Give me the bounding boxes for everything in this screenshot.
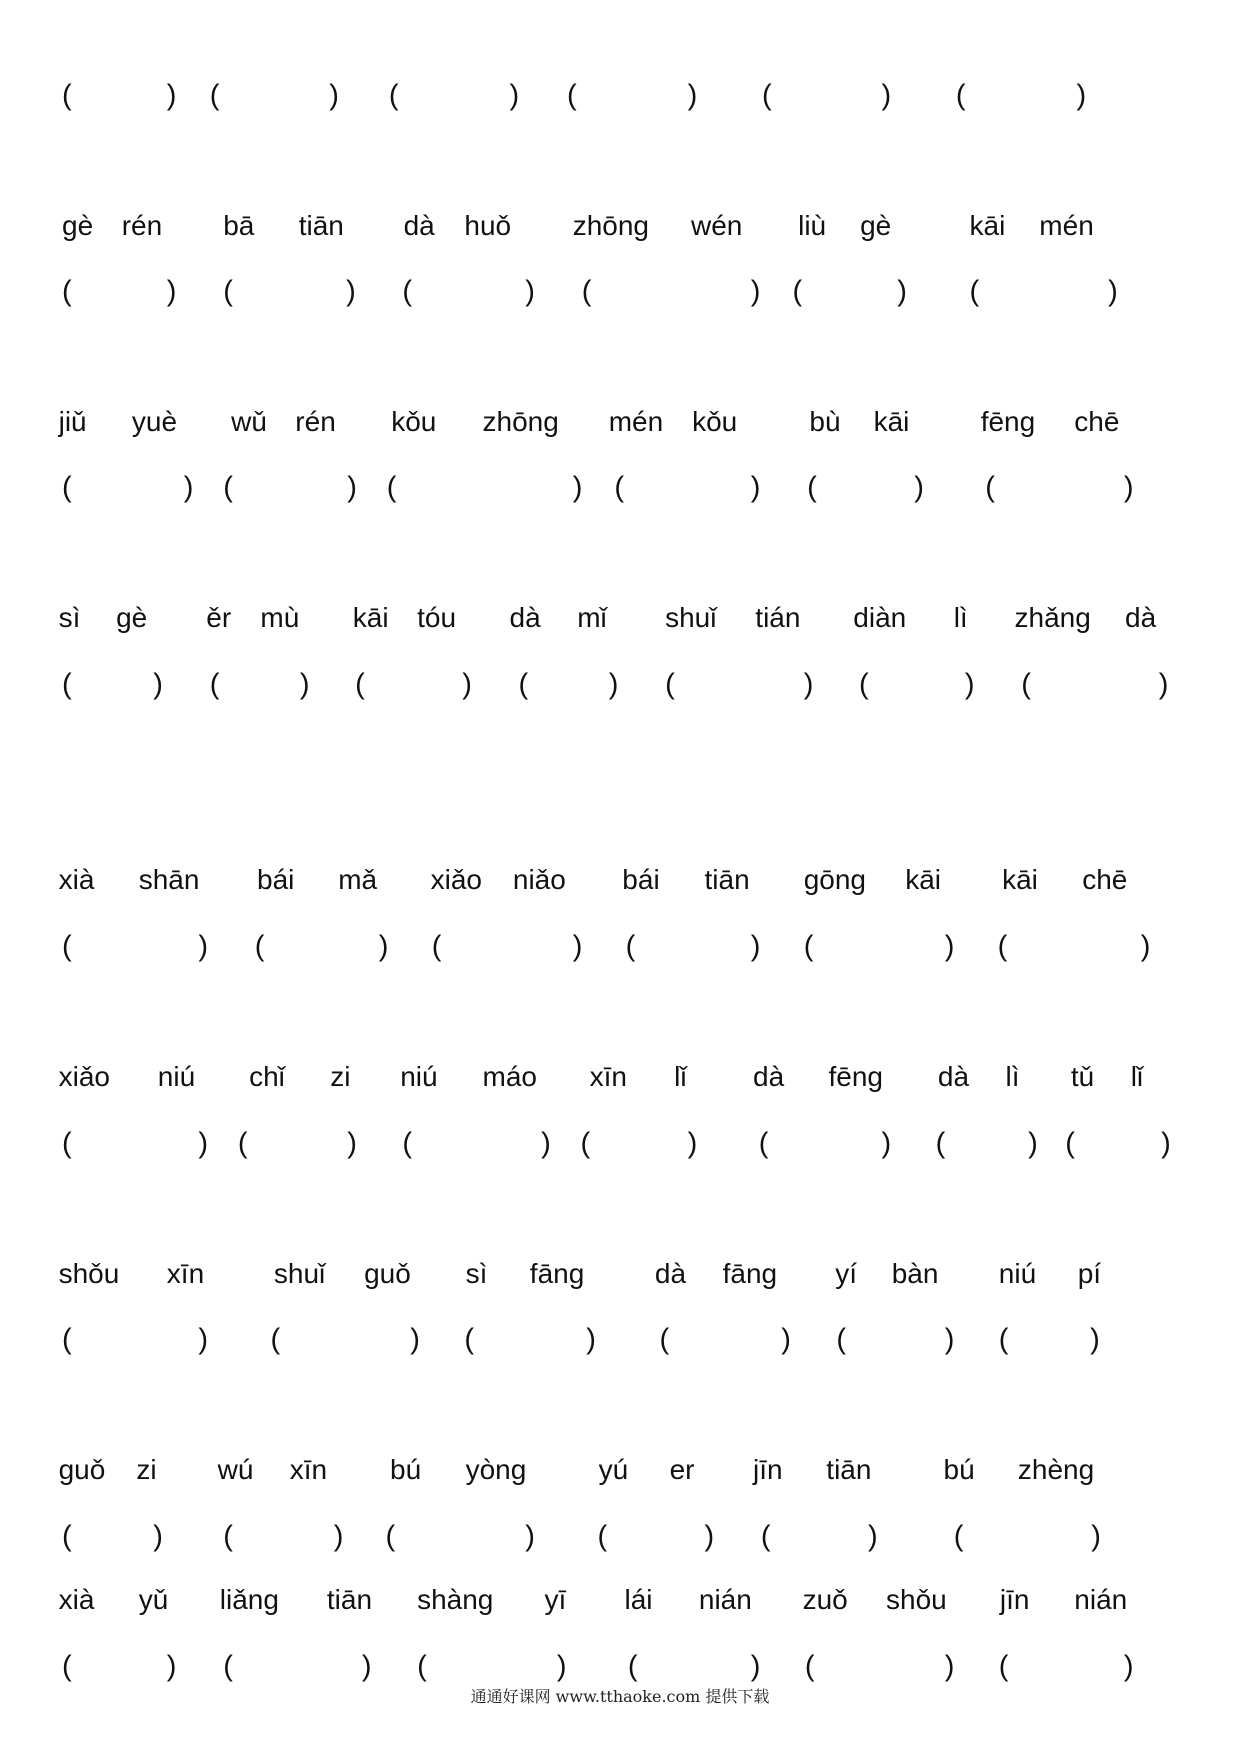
pinyin-syllable: lǐ xyxy=(674,1060,687,1092)
pinyin-syllable: dà xyxy=(937,1060,970,1092)
close-paren: ) xyxy=(347,1127,357,1160)
pinyin-syllable: mù xyxy=(260,601,300,633)
pinyin-syllable: shuǐ xyxy=(665,601,717,633)
pinyin-syllable: lì xyxy=(1005,1060,1020,1092)
close-paren: ) xyxy=(944,930,955,963)
pinyin-syllable: jīn xyxy=(753,1454,783,1485)
pinyin-syllable: zi xyxy=(330,1060,351,1092)
pinyin-syllable: gè xyxy=(116,601,148,633)
open-paren: ( xyxy=(62,1323,72,1356)
close-paren: ) xyxy=(347,471,357,504)
pinyin-syllable: sì xyxy=(58,601,81,633)
close-paren: ) xyxy=(198,1127,209,1160)
open-paren: ( xyxy=(62,1520,72,1552)
close-paren: ) xyxy=(803,668,814,701)
open-paren: ( xyxy=(985,471,995,504)
close-paren: ) xyxy=(329,79,339,112)
close-paren: ) xyxy=(750,930,761,963)
pinyin-syllable: yí xyxy=(835,1257,858,1289)
pinyin-syllable: jiǔ xyxy=(58,405,87,437)
close-paren: ) xyxy=(198,1323,209,1356)
open-paren: ( xyxy=(758,1127,769,1160)
pinyin-syllable: tiān xyxy=(298,209,344,241)
footer-credit: 通通好课网 www.tthaoke.com 提供下载 xyxy=(470,1686,770,1706)
pinyin-syllable: niú xyxy=(998,1257,1037,1289)
open-paren: ( xyxy=(969,275,980,308)
pinyin-syllable: zi xyxy=(136,1454,157,1485)
pinyin-syllable: jīn xyxy=(999,1583,1030,1615)
pinyin-syllable: niǎo xyxy=(512,864,566,896)
close-paren: ) xyxy=(944,1650,955,1683)
open-paren: ( xyxy=(998,1650,1009,1683)
open-paren: ( xyxy=(417,1650,427,1683)
pinyin-syllable: mǎ xyxy=(338,864,378,896)
open-paren: ( xyxy=(62,79,72,112)
pinyin-syllable: dà xyxy=(753,1060,785,1092)
pinyin-syllable: wǔ xyxy=(231,405,267,437)
open-paren: ( xyxy=(223,471,233,504)
pinyin-syllable: diàn xyxy=(853,601,907,633)
close-paren: ) xyxy=(166,275,177,308)
pinyin-syllable: niú xyxy=(157,1060,196,1092)
pinyin-syllable: shān xyxy=(138,864,200,896)
pinyin-syllable: tǔ xyxy=(1070,1060,1095,1092)
pinyin-syllable: dà xyxy=(509,601,541,633)
pinyin-syllable: shàng xyxy=(417,1583,494,1615)
open-paren: ( xyxy=(62,668,72,701)
open-paren: ( xyxy=(614,471,625,504)
open-paren: ( xyxy=(567,79,577,112)
close-paren: ) xyxy=(166,1650,177,1683)
close-paren: ) xyxy=(704,1520,715,1552)
close-paren: ) xyxy=(525,1520,535,1552)
open-paren: ( xyxy=(254,930,265,963)
pinyin-syllable: guǒ xyxy=(58,1454,106,1485)
close-paren: ) xyxy=(881,1127,892,1160)
close-paren: ) xyxy=(914,471,924,504)
close-paren: ) xyxy=(410,1323,420,1356)
close-paren: ) xyxy=(1076,79,1087,112)
pinyin-syllable: xiǎo xyxy=(58,1060,110,1092)
close-paren: ) xyxy=(1028,1127,1038,1160)
pinyin-syllable: shǒu xyxy=(58,1257,120,1289)
pinyin-syllable: chē xyxy=(1082,864,1128,896)
close-paren: ) xyxy=(525,275,535,308)
pinyin-syllable: rén xyxy=(121,209,163,241)
close-paren: ) xyxy=(1108,275,1118,308)
open-paren: ( xyxy=(270,1323,281,1356)
open-paren: ( xyxy=(62,1127,72,1160)
close-paren: ) xyxy=(944,1323,955,1356)
pinyin-syllable: gè xyxy=(62,209,94,241)
pinyin-syllable: liǎng xyxy=(219,1583,279,1615)
pinyin-syllable: fāng xyxy=(722,1257,778,1289)
pinyin-syllable: shuǐ xyxy=(273,1257,326,1289)
open-paren: ( xyxy=(385,1520,396,1552)
close-paren: ) xyxy=(608,668,619,701)
close-paren: ) xyxy=(572,471,583,504)
pinyin-syllable: tiān xyxy=(704,864,750,896)
pinyin-syllable: sì xyxy=(465,1257,488,1289)
close-paren: ) xyxy=(1123,1650,1134,1683)
pinyin-syllable: tián xyxy=(755,601,801,633)
pinyin-syllable: xīn xyxy=(589,1060,627,1092)
pinyin-syllable: tiān xyxy=(326,1583,373,1615)
pinyin-syllable: yòng xyxy=(465,1454,527,1485)
open-paren: ( xyxy=(760,1520,771,1552)
close-paren: ) xyxy=(198,930,209,963)
close-paren: ) xyxy=(509,79,520,112)
close-paren: ) xyxy=(750,471,761,504)
open-paren: ( xyxy=(62,275,72,308)
pinyin-syllable: dà xyxy=(1125,601,1157,633)
pinyin-syllable: liù xyxy=(798,209,827,241)
open-paren: ( xyxy=(62,1650,72,1683)
pinyin-syllable: nián xyxy=(1074,1583,1128,1615)
pinyin-syllable: zhōng xyxy=(572,209,649,241)
close-paren: ) xyxy=(1091,1520,1101,1552)
pinyin-syllable: bàn xyxy=(891,1257,939,1289)
open-paren: ( xyxy=(402,275,413,308)
pinyin-syllable: kǒu xyxy=(391,405,437,437)
close-paren: ) xyxy=(586,1323,596,1356)
close-paren: ) xyxy=(687,1127,698,1160)
pinyin-syllable: bú xyxy=(390,1454,422,1485)
pinyin-syllable: er xyxy=(669,1454,695,1485)
pinyin-syllable: nián xyxy=(698,1583,752,1615)
pinyin-syllable: kāi xyxy=(1002,864,1038,896)
pinyin-syllable: mén xyxy=(1039,209,1094,241)
open-paren: ( xyxy=(836,1323,847,1356)
open-paren: ( xyxy=(762,79,772,112)
open-paren: ( xyxy=(997,930,1008,963)
pinyin-syllable: guǒ xyxy=(364,1257,411,1289)
pinyin-syllable: wú xyxy=(217,1454,254,1485)
pinyin-syllable: kāi xyxy=(873,405,910,437)
pinyin-syllable: yī xyxy=(544,1583,567,1615)
open-paren: ( xyxy=(859,668,869,701)
pinyin-syllable: kāi xyxy=(352,601,389,633)
close-paren: ) xyxy=(897,275,907,308)
pinyin-syllable: ěr xyxy=(206,601,232,633)
open-paren: ( xyxy=(792,275,803,308)
pinyin-syllable: yǔ xyxy=(138,1583,169,1615)
pinyin-syllable: xiǎo xyxy=(430,864,482,896)
pinyin-syllable: chǐ xyxy=(249,1060,285,1092)
open-paren: ( xyxy=(807,471,817,504)
open-paren: ( xyxy=(355,668,365,701)
open-paren: ( xyxy=(1021,668,1031,701)
pinyin-syllable: gōng xyxy=(803,864,866,896)
close-paren: ) xyxy=(868,1520,878,1552)
pinyin-syllable: fēng xyxy=(980,405,1036,437)
pinyin-syllable: shǒu xyxy=(886,1583,947,1615)
open-paren: ( xyxy=(209,79,220,112)
open-paren: ( xyxy=(237,1127,248,1160)
pinyin-syllable: bái xyxy=(622,864,660,896)
open-paren: ( xyxy=(581,275,592,308)
open-paren: ( xyxy=(625,930,636,963)
open-paren: ( xyxy=(386,471,397,504)
pinyin-syllable: xià xyxy=(58,864,95,896)
open-paren: ( xyxy=(402,1127,413,1160)
open-paren: ( xyxy=(597,1520,608,1552)
pinyin-syllable: huǒ xyxy=(464,209,512,241)
open-paren: ( xyxy=(431,930,442,963)
pinyin-syllable: lái xyxy=(624,1583,653,1615)
pinyin-syllable: niú xyxy=(400,1060,438,1092)
open-paren: ( xyxy=(209,668,220,701)
pinyin-syllable: rén xyxy=(295,405,336,437)
pinyin-syllable: máo xyxy=(482,1060,537,1092)
pinyin-syllable: pí xyxy=(1077,1257,1102,1289)
close-paren: ) xyxy=(881,79,892,112)
pinyin-syllable: kǒu xyxy=(692,405,738,437)
pinyin-syllable: xià xyxy=(58,1583,95,1615)
pinyin-syllable: xīn xyxy=(166,1257,205,1289)
close-paren: ) xyxy=(1161,1127,1171,1160)
pinyin-syllable: bù xyxy=(809,405,841,437)
open-paren: ( xyxy=(223,1520,233,1552)
open-paren: ( xyxy=(627,1650,638,1683)
open-paren: ( xyxy=(464,1323,475,1356)
open-paren: ( xyxy=(388,79,399,112)
pinyin-syllable: xīn xyxy=(289,1454,328,1485)
pinyin-syllable: yú xyxy=(598,1454,629,1485)
close-paren: ) xyxy=(361,1650,372,1683)
close-paren: ) xyxy=(781,1323,791,1356)
close-paren: ) xyxy=(964,668,975,701)
open-paren: ( xyxy=(62,930,72,963)
pinyin-syllable: kāi xyxy=(969,209,1006,241)
open-paren: ( xyxy=(953,1520,964,1552)
pinyin-syllable: lì xyxy=(953,601,968,633)
pinyin-syllable: bái xyxy=(257,864,295,896)
pinyin-syllable: bú xyxy=(943,1454,975,1485)
open-paren: ( xyxy=(935,1127,946,1160)
pinyin-syllable: zhèng xyxy=(1017,1454,1095,1485)
close-paren: ) xyxy=(333,1520,344,1552)
pinyin-syllable: yuè xyxy=(131,405,178,437)
open-paren: ( xyxy=(1065,1127,1075,1160)
pinyin-syllable: mén xyxy=(608,405,664,437)
open-paren: ( xyxy=(62,471,72,504)
close-paren: ) xyxy=(1140,930,1151,963)
close-paren: ) xyxy=(346,275,356,308)
pinyin-syllable: kāi xyxy=(905,864,941,896)
close-paren: ) xyxy=(541,1127,551,1160)
open-paren: ( xyxy=(998,1323,1009,1356)
pinyin-syllable: fēng xyxy=(828,1060,883,1092)
close-paren: ) xyxy=(572,930,583,963)
close-paren: ) xyxy=(750,275,761,308)
pinyin-syllable: fāng xyxy=(529,1257,585,1289)
pinyin-syllable: gè xyxy=(860,209,892,241)
pinyin-syllable: lǐ xyxy=(1130,1060,1144,1092)
open-paren: ( xyxy=(223,275,233,308)
close-paren: ) xyxy=(462,668,472,701)
pinyin-syllable: mǐ xyxy=(577,601,607,633)
close-paren: ) xyxy=(750,1650,761,1683)
open-paren: ( xyxy=(223,1650,233,1683)
open-paren: ( xyxy=(518,668,529,701)
pinyin-syllable: dà xyxy=(403,209,435,241)
open-paren: ( xyxy=(955,79,966,112)
close-paren: ) xyxy=(1158,668,1169,701)
open-paren: ( xyxy=(665,668,675,701)
close-paren: ) xyxy=(687,79,698,112)
pinyin-syllable: tiān xyxy=(826,1454,872,1485)
close-paren: ) xyxy=(1123,471,1134,504)
pinyin-syllable: zhǎng xyxy=(1014,601,1091,633)
pinyin-syllable: zuǒ xyxy=(802,1583,848,1615)
close-paren: ) xyxy=(153,668,163,701)
pinyin-syllable: chē xyxy=(1074,405,1120,437)
open-paren: ( xyxy=(803,930,814,963)
close-paren: ) xyxy=(378,930,389,963)
close-paren: ) xyxy=(166,79,177,112)
open-paren: ( xyxy=(659,1323,670,1356)
pinyin-syllable: zhōng xyxy=(482,405,559,437)
close-paren: ) xyxy=(556,1650,567,1683)
open-paren: ( xyxy=(580,1127,591,1160)
close-paren: ) xyxy=(299,668,310,701)
pinyin-syllable: tóu xyxy=(417,601,457,633)
pinyin-syllable: bā xyxy=(223,209,255,241)
close-paren: ) xyxy=(183,471,194,504)
close-paren: ) xyxy=(153,1520,163,1552)
pinyin-syllable: dà xyxy=(654,1257,687,1289)
open-paren: ( xyxy=(804,1650,815,1683)
pinyin-syllable: wén xyxy=(691,209,743,241)
close-paren: ) xyxy=(1090,1323,1100,1356)
